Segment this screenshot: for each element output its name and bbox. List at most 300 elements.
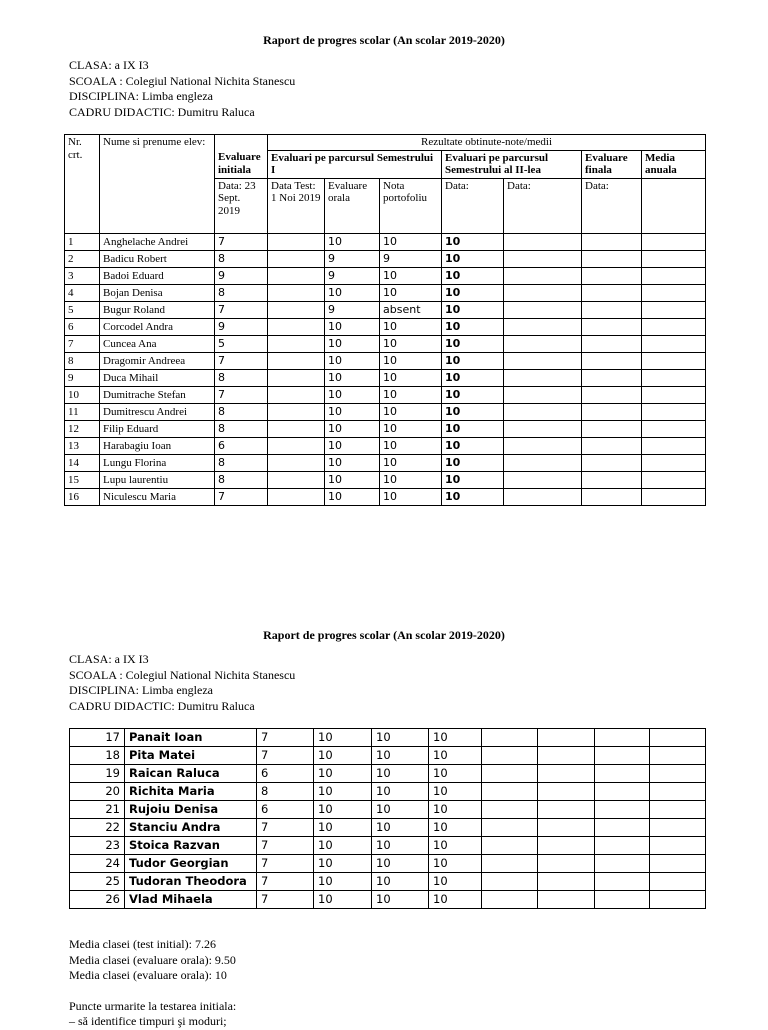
extra: [650, 765, 706, 783]
grade-sem2-2: [504, 386, 582, 403]
grade-test: [268, 454, 325, 471]
grade-evaluare-initiala: 7: [215, 386, 268, 403]
grade-sem2-2: [504, 301, 582, 318]
grade-finala: [582, 284, 642, 301]
header-semestrul-2: Evaluari pe parcursul Semestrului al II-lea: [442, 150, 582, 178]
media-anuala: [642, 352, 706, 369]
extra: [650, 873, 706, 891]
table-row: [65, 471, 706, 488]
row-nr: 21: [70, 801, 125, 819]
table-row: [65, 403, 706, 420]
table-row: [70, 873, 706, 891]
grade-sem2-1: 10: [442, 420, 504, 437]
grade-portofoliu: 10: [380, 471, 442, 488]
grade-sem2-2: [504, 335, 582, 352]
grade-evaluare-orala: 10: [314, 729, 372, 747]
grade-evaluare-orala: 10: [314, 783, 372, 801]
table-row: [70, 765, 706, 783]
meta-scoala: SCOALA : Colegiul National Nichita Stanescu: [69, 667, 296, 682]
student-name: Lungu Florina: [100, 454, 215, 471]
media-anuala: [595, 765, 650, 783]
grade-evaluare-orala: 10: [314, 765, 372, 783]
row-nr: 20: [70, 783, 125, 801]
grade-sem2-2: [482, 729, 538, 747]
grade-evaluare-initiala: 5: [215, 335, 268, 352]
grade-evaluare-initiala: 6: [257, 801, 314, 819]
grade-finala: [538, 891, 595, 909]
grade-finala: [582, 233, 642, 250]
grade-portofoliu: 10: [380, 233, 442, 250]
grade-sem2-1: 10: [442, 284, 504, 301]
table-row: [65, 267, 706, 284]
grade-sem2-1: 10: [442, 352, 504, 369]
media-anuala: [642, 233, 706, 250]
table-row: [65, 284, 706, 301]
row-nr: 24: [70, 855, 125, 873]
grade-test: [268, 386, 325, 403]
table-row: [65, 301, 706, 318]
header-media-anuala: Media anuala: [642, 150, 706, 178]
grade-finala: [582, 318, 642, 335]
grade-sem2-2: [504, 454, 582, 471]
table-row: [70, 729, 706, 747]
media-anuala: [595, 855, 650, 873]
grade-sem2-1: 10: [429, 819, 482, 837]
meta-clasa: CLASA: a IX I3: [69, 58, 149, 72]
grade-evaluare-initiala: 7: [257, 729, 314, 747]
table-row: [65, 454, 706, 471]
extra: [650, 783, 706, 801]
row-nr: 10: [65, 386, 100, 403]
grade-test: [268, 352, 325, 369]
grade-evaluare-orala: 10: [325, 284, 380, 301]
grade-evaluare-initiala: 7: [215, 233, 268, 250]
student-name: Pita Matei: [125, 747, 257, 765]
grade-portofoliu: absent: [380, 301, 442, 318]
grade-portofoliu: 10: [372, 765, 429, 783]
grade-sem2-1: 10: [429, 873, 482, 891]
grade-sem2-1: 10: [442, 471, 504, 488]
extra: [650, 819, 706, 837]
grade-test: [268, 250, 325, 267]
grade-evaluare-orala: 10: [325, 454, 380, 471]
table-row: [70, 783, 706, 801]
student-name: Harabagiu Ioan: [100, 437, 215, 454]
row-nr: 7: [65, 335, 100, 352]
grade-evaluare-initiala: 7: [257, 855, 314, 873]
grade-sem2-2: [504, 488, 582, 505]
grade-finala: [582, 454, 642, 471]
grade-test: [268, 284, 325, 301]
grade-evaluare-initiala: 7: [215, 488, 268, 505]
student-name: Bojan Denisa: [100, 284, 215, 301]
row-nr: 12: [65, 420, 100, 437]
table-row: [65, 250, 706, 267]
header-evaluare-initiala: Evaluare initiala: [215, 150, 268, 178]
row-nr: 1: [65, 233, 100, 250]
student-name: Dragomir Andreea: [100, 352, 215, 369]
grade-evaluare-initiala: 7: [215, 301, 268, 318]
grade-sem2-1: 10: [442, 437, 504, 454]
grade-portofoliu: 10: [380, 420, 442, 437]
student-name: Dumitrache Stefan: [100, 386, 215, 403]
row-nr: 15: [65, 471, 100, 488]
table-row: [65, 335, 706, 352]
grade-evaluare-initiala: 9: [215, 318, 268, 335]
grade-evaluare-initiala: 7: [257, 747, 314, 765]
table-row: [65, 437, 706, 454]
grade-sem2-1: 10: [429, 783, 482, 801]
media-anuala: [595, 873, 650, 891]
media-evaluare-orala-2: Media clasei (evaluare orala): 10: [69, 968, 227, 982]
table-row: [65, 420, 706, 437]
grade-sem2-1: 10: [429, 747, 482, 765]
row-nr: 25: [70, 873, 125, 891]
grade-portofoliu: 10: [380, 369, 442, 386]
row-nr: 14: [65, 454, 100, 471]
row-nr: 4: [65, 284, 100, 301]
grade-finala: [538, 765, 595, 783]
grade-finala: [538, 801, 595, 819]
grade-test: [268, 403, 325, 420]
grade-finala: [582, 335, 642, 352]
grade-sem2-2: [482, 855, 538, 873]
student-name: Anghelache Andrei: [100, 233, 215, 250]
grade-sem2-1: 10: [429, 765, 482, 783]
row-nr: 2: [65, 250, 100, 267]
grade-sem2-1: 10: [429, 729, 482, 747]
media-anuala: [642, 335, 706, 352]
grade-finala: [582, 352, 642, 369]
grade-portofoliu: 10: [372, 891, 429, 909]
grade-evaluare-orala: 10: [314, 891, 372, 909]
table-row: [65, 233, 706, 250]
header-nr: Nr. crt.: [65, 135, 100, 234]
row-nr: 17: [70, 729, 125, 747]
grade-portofoliu: 10: [380, 488, 442, 505]
grade-evaluare-initiala: 7: [215, 352, 268, 369]
grade-evaluare-initiala: 8: [215, 403, 268, 420]
row-nr: 3: [65, 267, 100, 284]
grade-sem2-2: [482, 819, 538, 837]
grade-test: [268, 437, 325, 454]
media-anuala: [642, 284, 706, 301]
grade-portofoliu: 10: [380, 335, 442, 352]
grade-sem2-1: 10: [442, 488, 504, 505]
media-evaluare-orala-1: Media clasei (evaluare orala): 9.50: [69, 952, 236, 967]
meta-cadru: CADRU DIDACTIC: Dumitru Raluca: [69, 698, 255, 713]
row-nr: 26: [70, 891, 125, 909]
subheader-nota-portofoliu: Nota portofoliu: [380, 178, 442, 233]
grade-test: [268, 318, 325, 335]
grade-sem2-1: 10: [442, 335, 504, 352]
grade-evaluare-initiala: 8: [215, 454, 268, 471]
media-anuala: [642, 454, 706, 471]
meta-cadru: CADRU DIDACTIC: Dumitru Raluca: [69, 104, 255, 119]
grade-sem2-2: [482, 873, 538, 891]
report-title-page-2: Raport de progres scolar (An scolar 2019-2020): [263, 628, 505, 642]
grade-portofoliu: 10: [380, 284, 442, 301]
grade-evaluare-initiala: 8: [215, 284, 268, 301]
grade-evaluare-initiala: 7: [257, 837, 314, 855]
report-meta: [69, 58, 295, 120]
media-anuala: [595, 819, 650, 837]
grade-sem2-2: [504, 420, 582, 437]
grade-finala: [582, 369, 642, 386]
row-nr: 19: [70, 765, 125, 783]
grade-evaluare-orala: 9: [325, 301, 380, 318]
grade-sem2-1: 10: [429, 801, 482, 819]
grade-evaluare-initiala: 8: [215, 250, 268, 267]
media-anuala: [642, 250, 706, 267]
table-row: [70, 747, 706, 765]
subheader-evaluare-orala: Evaluare orala: [325, 178, 380, 233]
grade-evaluare-initiala: 6: [215, 437, 268, 454]
grade-finala: [582, 420, 642, 437]
grade-portofoliu: 10: [380, 403, 442, 420]
grade-sem2-1: 10: [442, 301, 504, 318]
table-row: [65, 352, 706, 369]
grades-table-continued: [69, 728, 706, 909]
grade-evaluare-orala: 10: [314, 873, 372, 891]
grade-evaluare-orala: 10: [325, 369, 380, 386]
table-row: [65, 318, 706, 335]
grade-test: [268, 420, 325, 437]
grade-portofoliu: 10: [372, 819, 429, 837]
grade-sem2-1: 10: [442, 233, 504, 250]
grade-finala: [582, 386, 642, 403]
grade-portofoliu: 10: [372, 873, 429, 891]
student-name: Tudor Georgian: [125, 855, 257, 873]
grade-evaluare-orala: 10: [314, 837, 372, 855]
grade-sem2-1: 10: [442, 454, 504, 471]
media-anuala: [642, 369, 706, 386]
grade-sem2-1: 10: [429, 837, 482, 855]
grade-test: [268, 233, 325, 250]
grade-portofoliu: 10: [380, 454, 442, 471]
grade-finala: [538, 855, 595, 873]
table-row: [70, 837, 706, 855]
media-anuala: [595, 747, 650, 765]
grade-test: [268, 267, 325, 284]
table-row: [70, 891, 706, 909]
grade-evaluare-orala: 10: [325, 318, 380, 335]
grade-sem2-2: [482, 801, 538, 819]
grade-finala: [538, 783, 595, 801]
grade-evaluare-orala: 10: [314, 855, 372, 873]
class-summary: [69, 937, 236, 1030]
media-anuala: [642, 420, 706, 437]
grade-portofoliu: 10: [372, 801, 429, 819]
table-row: [70, 819, 706, 837]
grade-finala: [538, 873, 595, 891]
row-nr: 11: [65, 403, 100, 420]
grade-evaluare-orala: 10: [325, 488, 380, 505]
grade-sem2-2: [504, 471, 582, 488]
meta-disciplina: DISCIPLINA: Limba engleza: [69, 89, 213, 103]
table-row: [70, 801, 706, 819]
grade-portofoliu: 10: [380, 267, 442, 284]
grade-portofoliu: 10: [372, 729, 429, 747]
grade-finala: [582, 471, 642, 488]
grade-evaluare-initiala: 7: [257, 873, 314, 891]
row-nr: 18: [70, 747, 125, 765]
media-anuala: [595, 891, 650, 909]
student-name: Stoica Razvan: [125, 837, 257, 855]
grade-test: [268, 471, 325, 488]
grade-evaluare-orala: 10: [325, 437, 380, 454]
table-row: [65, 386, 706, 403]
student-name: Stanciu Andra: [125, 819, 257, 837]
grade-sem2-2: [504, 267, 582, 284]
row-nr: 8: [65, 352, 100, 369]
grade-finala: [582, 267, 642, 284]
meta-disciplina: DISCIPLINA: Limba engleza: [69, 683, 213, 697]
grade-evaluare-orala: 10: [325, 471, 380, 488]
grade-sem2-1: 10: [442, 318, 504, 335]
grade-sem2-1: 10: [429, 855, 482, 873]
grade-portofoliu: 10: [380, 437, 442, 454]
grade-finala: [582, 488, 642, 505]
table-row: [65, 488, 706, 505]
student-name: Vlad Mihaela: [125, 891, 257, 909]
grade-sem2-1: 10: [429, 891, 482, 909]
media-anuala: [595, 783, 650, 801]
grade-evaluare-orala: 10: [325, 386, 380, 403]
grade-sem2-1: 10: [442, 386, 504, 403]
header-nume: Nume si prenume elev:: [100, 135, 215, 234]
row-nr: 16: [65, 488, 100, 505]
grade-evaluare-initiala: 8: [257, 783, 314, 801]
grades-table: [64, 134, 706, 506]
table-row: [65, 369, 706, 386]
grade-evaluare-initiala: 8: [215, 471, 268, 488]
media-anuala: [642, 267, 706, 284]
extra: [650, 729, 706, 747]
extra: [650, 855, 706, 873]
grade-sem2-2: [482, 765, 538, 783]
subheader-final-date: Data:: [582, 178, 642, 233]
student-name: Badoi Eduard: [100, 267, 215, 284]
extra: [650, 837, 706, 855]
extra: [650, 747, 706, 765]
extra: [650, 891, 706, 909]
grade-sem2-1: 10: [442, 267, 504, 284]
student-name: Panait Ioan: [125, 729, 257, 747]
student-name: Duca Mihail: [100, 369, 215, 386]
grade-finala: [582, 250, 642, 267]
student-name: Tudoran Theodora: [125, 873, 257, 891]
grade-sem2-2: [504, 437, 582, 454]
student-name: Corcodel Andra: [100, 318, 215, 335]
grade-evaluare-orala: 10: [325, 420, 380, 437]
student-name: Badicu Robert: [100, 250, 215, 267]
subheader-sem2-date-1: Data:: [442, 178, 504, 233]
grade-sem2-1: 10: [442, 403, 504, 420]
grade-evaluare-orala: 10: [314, 747, 372, 765]
media-test-initial: Media clasei (test initial): 7.26: [69, 937, 216, 951]
grade-sem2-2: [482, 891, 538, 909]
grade-evaluare-initiala: 8: [215, 369, 268, 386]
student-name: Lupu laurentiu: [100, 471, 215, 488]
student-name: Filip Eduard: [100, 420, 215, 437]
student-name: Niculescu Maria: [100, 488, 215, 505]
grade-finala: [538, 837, 595, 855]
grade-finala: [538, 819, 595, 837]
grade-sem2-2: [482, 837, 538, 855]
meta-scoala: SCOALA : Colegiul National Nichita Stanescu: [69, 73, 296, 88]
extra: [650, 801, 706, 819]
grade-finala: [582, 437, 642, 454]
grade-evaluare-orala: 10: [325, 352, 380, 369]
subheader-test-date: Data Test: 1 Noi 2019: [268, 178, 325, 233]
punct-1: – să identifice timpuri şi moduri;: [69, 1014, 227, 1028]
grade-sem2-1: 10: [442, 250, 504, 267]
student-name: Raican Raluca: [125, 765, 257, 783]
subheader-sem2-date-2: Data:: [504, 178, 582, 233]
grade-evaluare-orala: 9: [325, 267, 380, 284]
media-anuala: [642, 488, 706, 505]
grade-finala: [538, 747, 595, 765]
grade-portofoliu: 10: [372, 783, 429, 801]
media-anuala: [642, 318, 706, 335]
student-name: Bugur Roland: [100, 301, 215, 318]
table-row: [70, 855, 706, 873]
grade-test: [268, 301, 325, 318]
grade-test: [268, 335, 325, 352]
grade-evaluare-initiala: 9: [215, 267, 268, 284]
media-anuala: [642, 471, 706, 488]
row-nr: 13: [65, 437, 100, 454]
grade-sem2-1: 10: [442, 369, 504, 386]
grade-evaluare-initiala: 8: [215, 420, 268, 437]
grade-portofoliu: 10: [372, 837, 429, 855]
grade-sem2-2: [504, 403, 582, 420]
student-name: Richita Maria: [125, 783, 257, 801]
grade-sem2-2: [504, 250, 582, 267]
media-anuala: [595, 801, 650, 819]
student-name: Dumitrescu Andrei: [100, 403, 215, 420]
grade-sem2-2: [504, 318, 582, 335]
grade-sem2-2: [504, 369, 582, 386]
grade-portofoliu: 10: [380, 318, 442, 335]
grade-finala: [538, 729, 595, 747]
grade-sem2-2: [482, 747, 538, 765]
header-semestrul-1: Evaluari pe parcursul Semestrului I: [268, 150, 442, 178]
header-evaluare-finala: Evaluare finala: [582, 150, 642, 178]
grade-evaluare-initiala: 6: [257, 765, 314, 783]
subheader-initiala-date: Data: 23 Sept. 2019: [215, 178, 268, 233]
row-nr: 9: [65, 369, 100, 386]
grade-sem2-2: [504, 233, 582, 250]
student-name: Cuncea Ana: [100, 335, 215, 352]
media-anuala: [642, 403, 706, 420]
grade-sem2-2: [504, 284, 582, 301]
grade-evaluare-orala: 10: [325, 335, 380, 352]
grade-portofoliu: 10: [380, 352, 442, 369]
grade-test: [268, 488, 325, 505]
grade-finala: [582, 403, 642, 420]
grade-evaluare-orala: 10: [325, 403, 380, 420]
row-nr: 23: [70, 837, 125, 855]
media-anuala: [595, 729, 650, 747]
grade-test: [268, 369, 325, 386]
grade-portofoliu: 10: [380, 386, 442, 403]
grade-portofoliu: 10: [372, 855, 429, 873]
grade-portofoliu: 10: [372, 747, 429, 765]
media-anuala: [595, 837, 650, 855]
grade-sem2-2: [482, 783, 538, 801]
